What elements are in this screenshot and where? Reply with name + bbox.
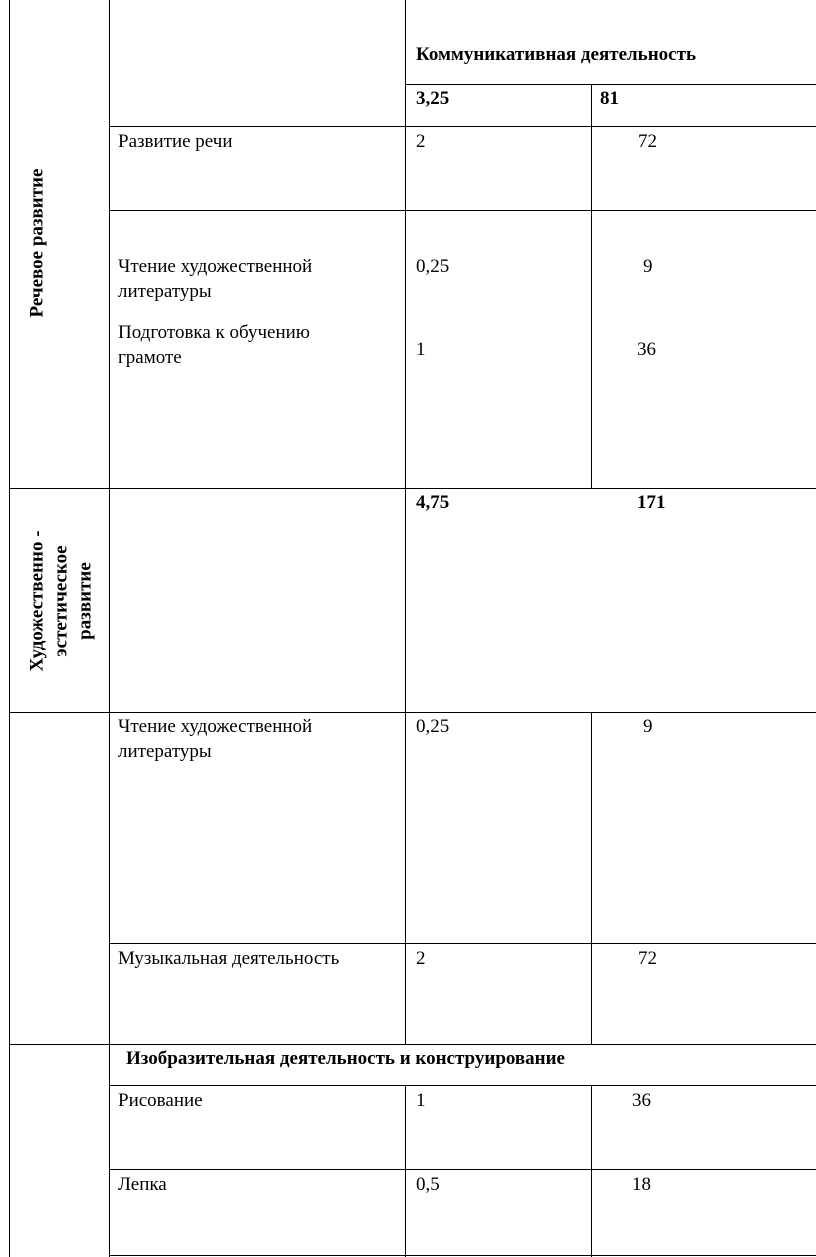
row-name: Развитие речи (118, 131, 233, 152)
row-name-line1: Подготовка к обучению (118, 322, 311, 343)
row-hours: 0,25 (416, 716, 450, 737)
row-hours: 1 (416, 1090, 426, 1111)
row-name: Лепка (118, 1174, 167, 1195)
row-hours: 2 (416, 131, 426, 152)
row-total: 72 (638, 948, 657, 969)
row-hours: 1 (416, 339, 426, 360)
art-summary-total: 171 (637, 492, 666, 513)
section-label-speech: Речевое развитие (26, 168, 48, 318)
row-name-line1: Чтение художественной (118, 256, 313, 277)
section-label-art-line1: Художественно - (26, 530, 48, 672)
row-total: 36 (632, 1090, 651, 1111)
visual-activity-title: Изобразительная деятельность и конструирование (126, 1048, 565, 1069)
row-name: Рисование (118, 1090, 203, 1111)
row-hours: 2 (416, 948, 426, 969)
section-label-art-line3: развитие (74, 562, 96, 640)
art-summary-hours: 4,75 (416, 492, 450, 513)
row-name-line1: Чтение художественной (118, 716, 313, 737)
row-hours: 0,25 (416, 256, 450, 277)
header-title: Коммуникативная деятельность (416, 44, 696, 65)
row-name-line2: грамоте (118, 347, 182, 368)
row-hours: 0,5 (416, 1174, 440, 1195)
row-total: 9 (643, 256, 653, 277)
row-total: 18 (632, 1174, 651, 1195)
header-hours: 3,25 (416, 88, 450, 109)
row-total: 72 (638, 131, 657, 152)
row-total: 36 (637, 339, 656, 360)
row-total: 9 (643, 716, 653, 737)
header-total: 81 (600, 88, 619, 109)
row-name: Музыкальная деятельность (118, 948, 340, 969)
section-label-art-line2: эстетическое (50, 545, 72, 657)
row-name-line2: литературы (118, 281, 212, 302)
row-name-line2: литературы (118, 741, 212, 762)
